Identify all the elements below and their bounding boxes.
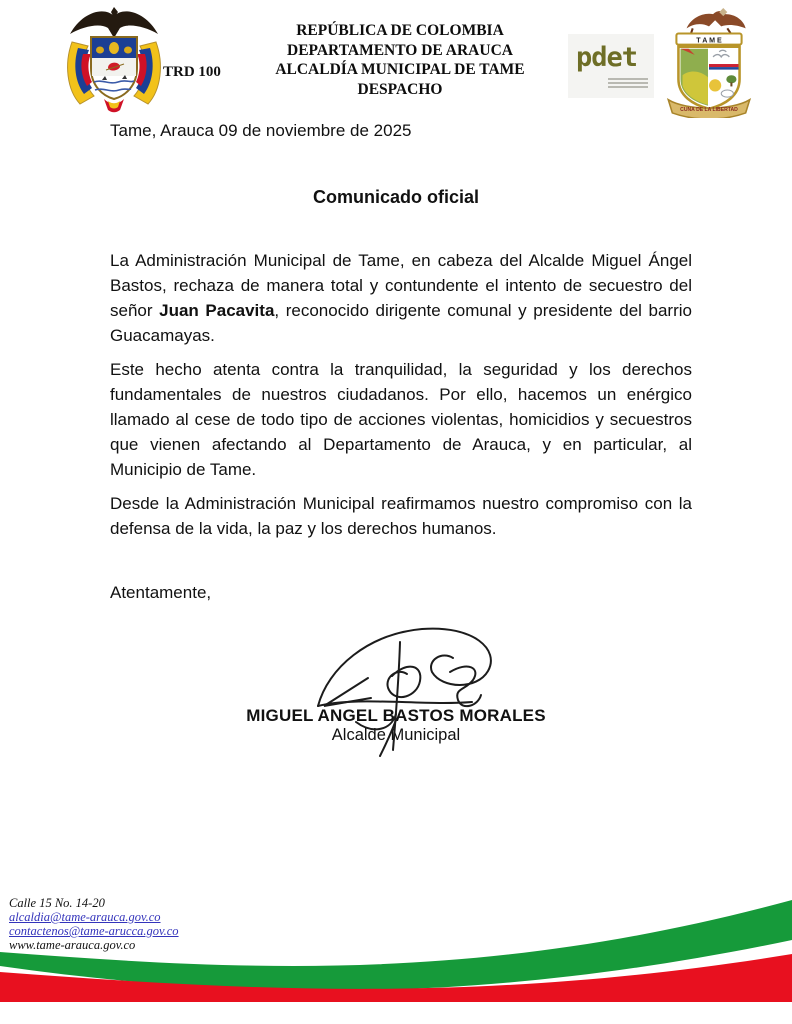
colombia-coat-of-arms-icon [62,6,166,118]
letterhead-line-republic: REPÚBLICA DE COLOMBIA [296,22,504,39]
tame-shield-motto: CUNA DE LA LIBERTAD [680,106,738,113]
letterhead-line-municipality: ALCALDÍA MUNICIPAL DE TAME [275,61,525,78]
signer-name: MIGUEL ANGEL BASTOS MORALES [246,706,546,725]
date-line: Tame, Arauca 09 de noviembre de 2025 [110,121,412,140]
document-title: Comunicado oficial [312,187,480,207]
footer-email-alcaldia-link[interactable]: alcaldia@tame-arauca.gov.co [9,910,161,924]
pdet-logo [568,34,654,98]
letterhead-line-department: DEPARTAMENTO DE ARAUCA [287,41,513,59]
closing-line: Atentamente, [110,583,212,602]
letter-body [110,248,692,550]
pdet-tagline-lines [608,78,648,90]
paragraph-1-start: La Administración Municipal de Tame, en cabeza del Alcalde Miguel Ángel Bastos, rechaza de manera total y contundente el intento de secuestro del señor [110,251,692,320]
trd-code: TRD 100 [163,64,221,80]
footer-address: Calle 15 No. 14-20 [9,896,105,910]
pdet-logo-text: pdet [576,42,638,73]
footer-wave-stripes [0,890,792,1024]
footer-email-contactenos-link[interactable]: contactenos@tame-arucca.gov.co [9,924,179,938]
handwritten-signature [272,610,540,762]
paragraph-1-bold-name: Juan Pacavita [159,301,275,320]
letterhead-title [240,21,560,99]
paragraph-2: Este hecho atenta contra la tranquilidad, la seguridad y los derechos fundamentales de nuestros ciudadanos. Por ello, hacemos un enérgico llamado al cese de todo tipo de acciones violentas, homicidios y secuestros que vienen afectando al Departamento de Arauca, y en particular, al Municipio de Tame. [110,360,692,479]
paragraph-1 [110,248,692,348]
tame-municipal-shield-icon [656,8,762,118]
footer-website: www.tame-arauca.gov.co [9,938,136,952]
letterhead-line-office: DESPACHO [357,80,443,98]
tame-shield-title: T A M E [696,36,722,45]
signer-title: Alcalde Municipal [331,726,461,744]
paragraph-3: Desde la Administración Municipal reafirmamos nuestro compromiso con la defensa de la vida, la paz y los derechos humanos. [110,494,692,538]
paragraph-1-end: , reconocido dirigente comunal y presidente del barrio Guacamayas. [110,301,692,345]
